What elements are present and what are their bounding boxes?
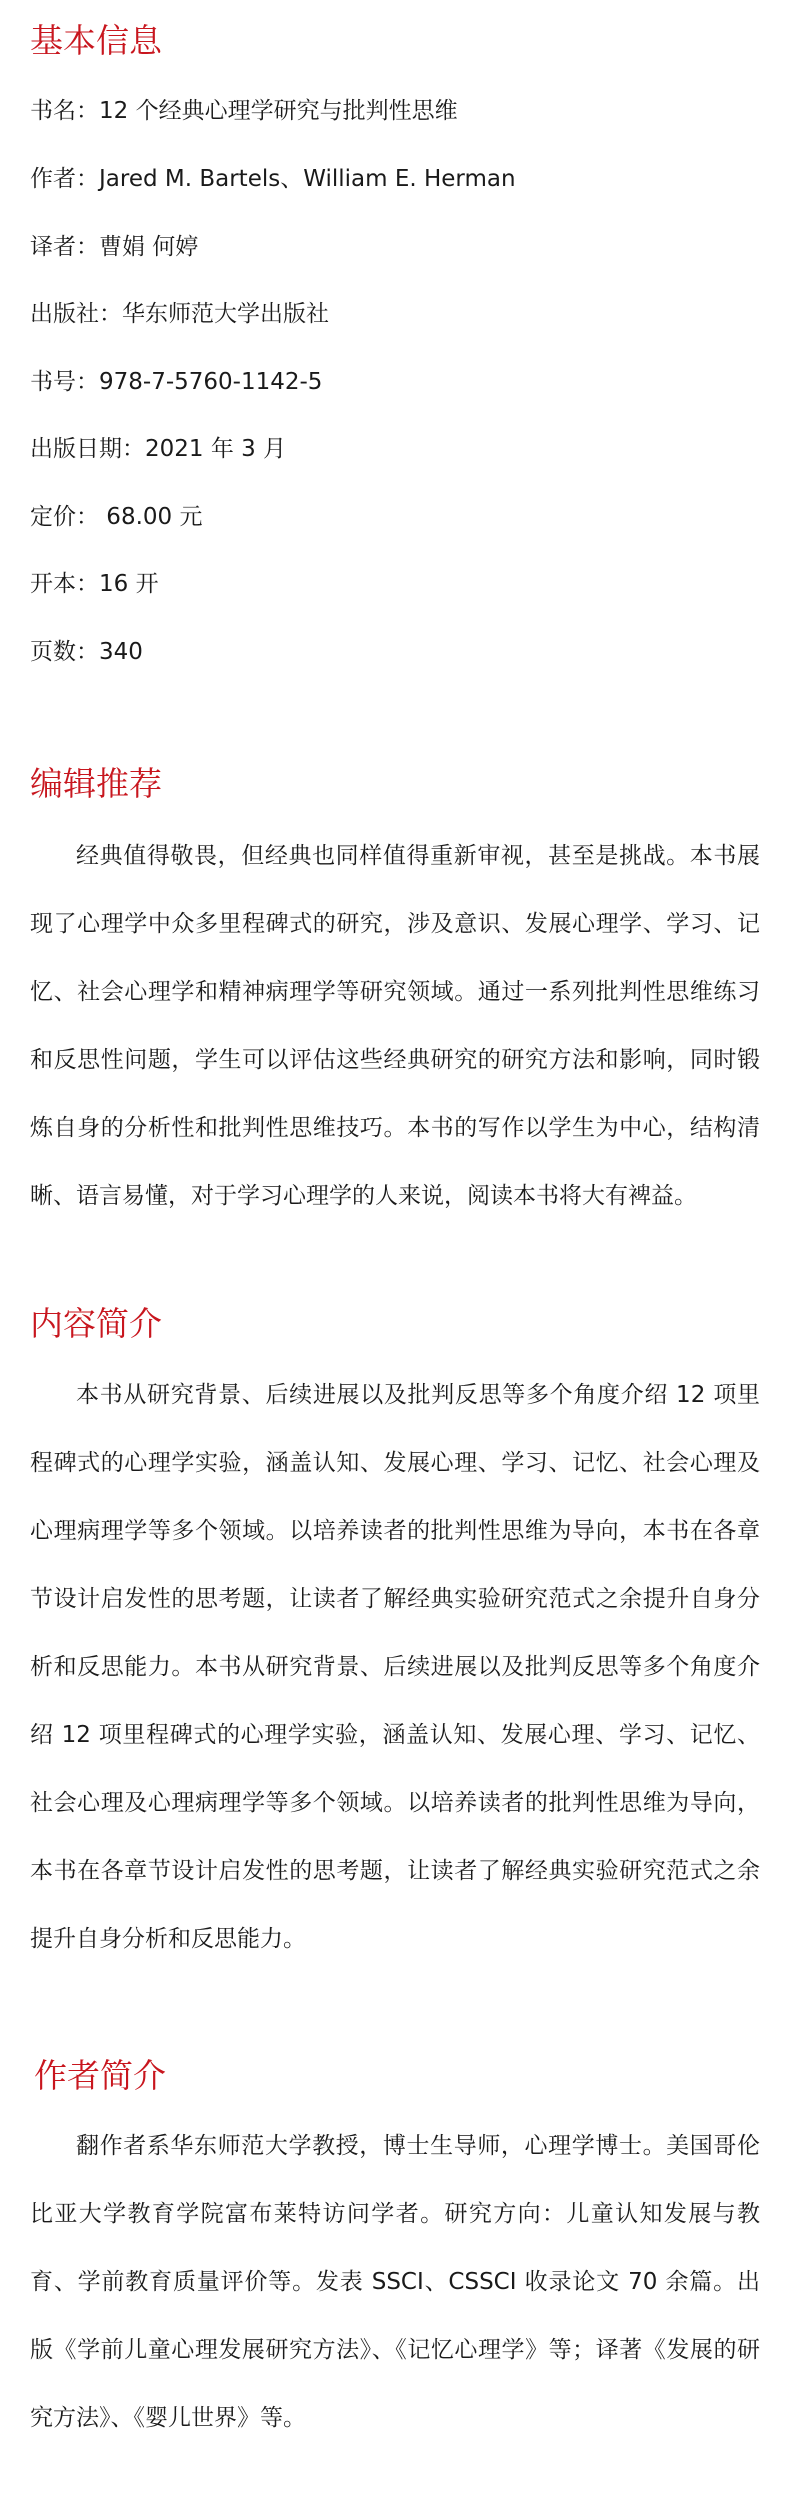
editor-recommendation-text: 经典值得敬畏，但经典也同样值得重新审视，甚至是挑战。本书展现了心理学中众多里程碑式的研究，涉及意识、发展心理学、学习、记忆、社会心理学和精神病理学等研究领域。通过一系列批判性思维练习和反思性问题，学生可以评估这些经典研究的研究方法和影响，同时锻炼自身的分析性和批判性思维技巧。本书的写作以学生为中心，结构清晰、语言易懂，对于学习心理学的人来说，阅读本书将大有裨益。 [30, 843, 760, 1209]
content-intro-heading: 内容简介 [30, 1304, 162, 1343]
info-pages: 页数：340 [30, 639, 143, 665]
info-price: 定价： 68.00 元 [30, 504, 203, 530]
info-publisher: 出版社：华东师范大学出版社 [30, 301, 329, 327]
info-isbn: 书号：978-7-5760-1142-5 [30, 369, 323, 395]
editor-recommendation-heading: 编辑推荐 [30, 764, 162, 803]
author-intro-text: 翻作者系华东师范大学教授，博士生导师，心理学博士。美国哥伦比亚大学教育学院富布莱特访问学者。研究方向：儿童认知发展与教育、学前教育质量评价等。发表 SSCI、CSSCI 收录论文 70 余篇。出版《学前儿童心理发展研究方法》、《记忆心理学》等；译著《发展的研究方法》、《婴儿世界》等。 [30, 2133, 760, 2431]
info-title: 书名：12 个经典心理学研究与批判性思维 [30, 98, 458, 124]
info-publish-date: 出版日期：2021 年 3 月 [30, 436, 287, 462]
info-author: 作者：Jared M. Bartels、William E. Herman [30, 166, 516, 192]
info-format: 开本：16 开 [30, 571, 159, 597]
info-translator: 译者：曹娟 何婷 [30, 234, 199, 260]
basic-info-heading: 基本信息 [30, 21, 162, 60]
content-intro-text: 本书从研究背景、后续进展以及批判反思等多个角度介绍 12 项里程碑式的心理学实验，涵盖认知、发展心理、学习、记忆、社会心理及心理病理学等多个领域。以培养读者的批判性思维为导向，本书在各章节设计启发性的思考题，让读者了解经典实验研究范式之余提升自身分析和反思能力。本书从研究背景、后续进展以及批判反思等多个角度介绍 12 项里程碑式的心理学实验，涵盖认知、发展心理、学习、记忆、社会心理及心理病理学等多个领域。以培养读者的批判性思维为导向，本书在各章节设计启发性的思考题，让读者了解经典实验研究范式之余提升自身分析和反思能力。 [30, 1382, 760, 1952]
author-intro-heading: 作者简介 [34, 2056, 166, 2095]
